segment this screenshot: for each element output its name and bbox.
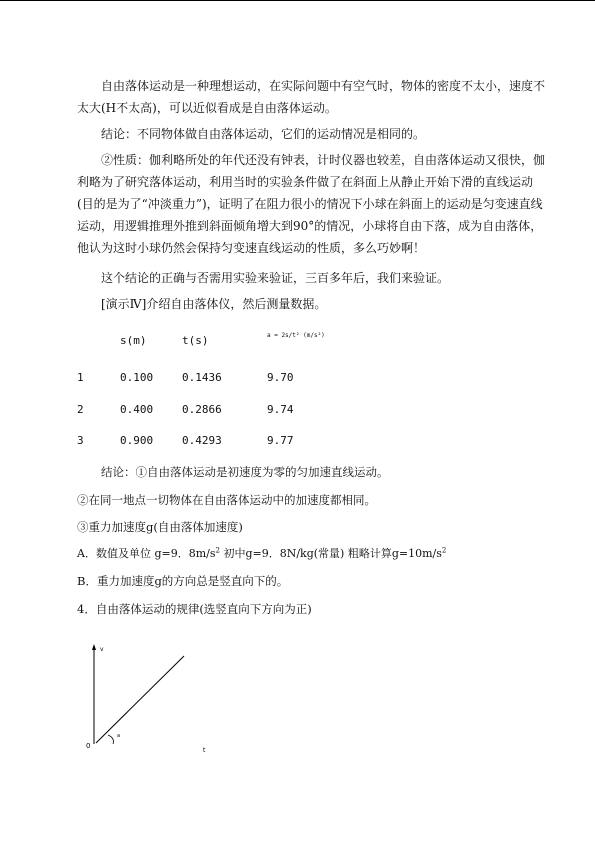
origin-label: 0 (86, 742, 91, 750)
angle-label: a (117, 733, 121, 739)
gravity-value-text: A．数值及单位 g=9．8m/s (77, 547, 216, 560)
gravity-direction-line: B．重力加速度g的方向总是竖直向下的。 (77, 574, 289, 588)
conclusion-1: 结论：①自由落体运动是初速度为零的匀加速直线运动。 (101, 465, 389, 479)
paragraph-conclusion-same: 结论：不同物体做自由落体运动，它们的运动情况是相同的。 (101, 127, 426, 141)
row2-index: 2 (77, 403, 84, 416)
header-t: t(s) (182, 334, 209, 347)
row1-s: 0.100 (120, 371, 154, 384)
measurement-table (77, 332, 397, 452)
row3-s: 0.900 (120, 434, 154, 447)
velocity-time-graph (80, 640, 230, 760)
paragraph-galileo: ②性质：伽利略所处的年代还没有钟表，计时仪器也较差，自由落体运动又很快，伽利略为了研究落体运动，利用当时的实验条件做了在斜面上从静止开始下滑的直线运动(目的是为了“冲淡重力”)，证明了在阻力很小的情况下小球在斜面上的运动是匀变速直线运动，用逻辑推理外推到斜面倾角增大到90°的情况，小球将自由下落，成为自由落体，他认为这时小球仍然会保持匀变速直线运动的性质，多么巧妙啊！ (77, 153, 546, 255)
velocity-line (96, 656, 184, 743)
row1-a: 9.70 (267, 371, 294, 384)
v-label: v (100, 646, 104, 653)
t-label: t (203, 747, 206, 754)
v-axis-arrow (92, 644, 96, 650)
row3-a: 9.77 (267, 434, 294, 447)
conclusion-3: ③重力加速度g(自由落体加速度) (77, 520, 243, 534)
paragraph-ideal-motion: 自由落体运动是一种理想运动，在实际问题中有空气时，物体的密度不太小，速度不太大(H不太高)，可以近似看成是自由落体运动。 (77, 79, 546, 115)
conclusion-2: ②在同一地点一切物体在自由落体运动中的加速度都相同。 (77, 493, 376, 507)
angle-arc (108, 735, 113, 744)
header-a-formula: a = 2s/t² (m/s²) (267, 332, 325, 339)
row2-s: 0.400 (120, 403, 154, 416)
gravity-value-text-2: 初中g=9．8N/kg(常量) 粗略计算g=10m/s (219, 547, 442, 560)
row3-t: 0.4293 (182, 434, 222, 447)
row3-index: 3 (77, 434, 84, 447)
row1-t: 0.1436 (182, 371, 222, 384)
gravity-value-line: A．数值及单位 g=9．$8m/s^2$ 初中g=9．8N/kg(常量) 粗略计算$g=10m/s^2$ (77, 546, 447, 560)
paragraph-demo: [演示Ⅳ]介绍自由落体仪，然后测量数据。 (101, 297, 327, 311)
row2-t: 0.2866 (182, 403, 222, 416)
section-4-title: 4．自由落体运动的规律(选竖直向下方向为正) (77, 602, 312, 616)
page-top-border (0, 0, 595, 1)
paragraph-verify: 这个结论的正确与否需用实验来验证，三百多年后，我们来验证。 (101, 271, 450, 285)
row1-index: 1 (77, 371, 84, 384)
header-s: s(m) (120, 334, 147, 347)
row2-a: 9.74 (267, 403, 294, 416)
